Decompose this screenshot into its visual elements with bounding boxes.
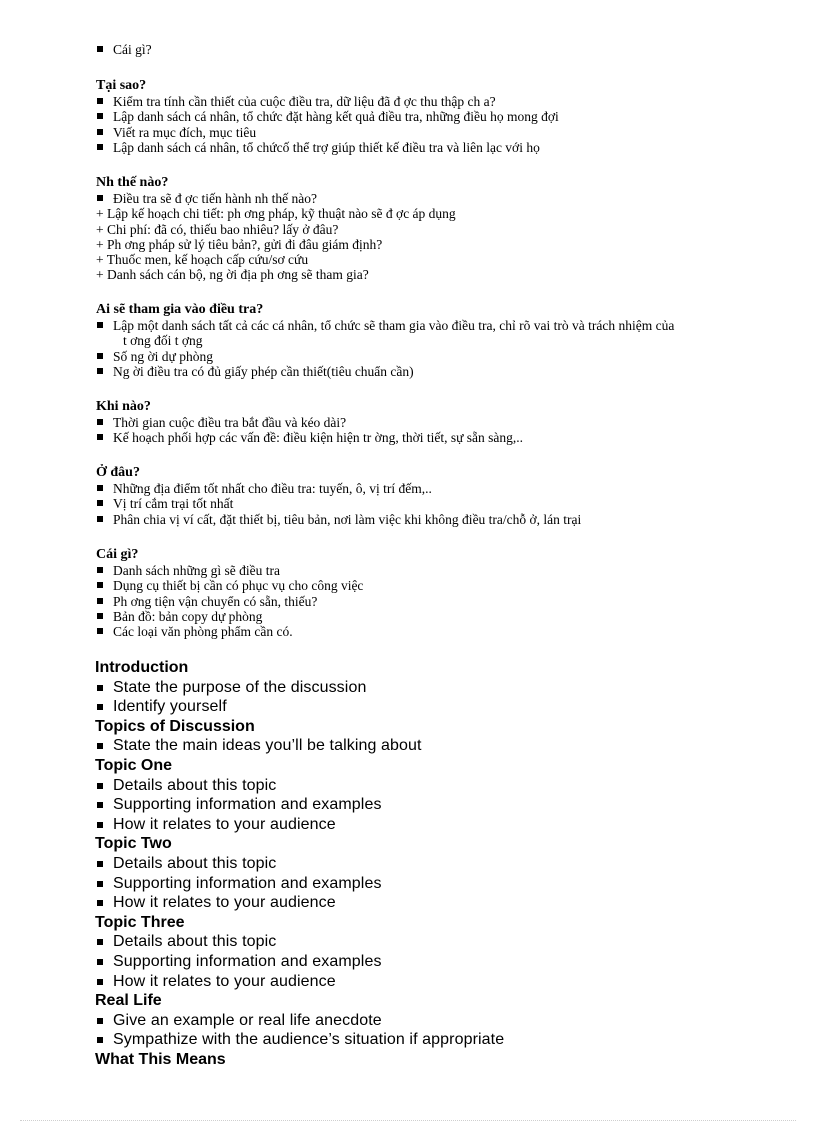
bullet-list bbox=[95, 932, 695, 991]
section-heading: Khi nào? bbox=[96, 399, 151, 414]
list-item: Details about this topic bbox=[95, 854, 695, 874]
list-item: Bản đồ: bản copy dự phòng bbox=[96, 609, 796, 624]
outline-heading: What This Means bbox=[95, 1050, 226, 1068]
list-item: + Chi phí: đã có, thiếu bao nhiêu? lấy ở đâu? bbox=[96, 221, 339, 237]
list-item: + Danh sách cán bộ, ng ời địa ph ơng sẽ tham gia? bbox=[96, 267, 369, 283]
bullet-list bbox=[96, 563, 796, 639]
section-where bbox=[96, 465, 796, 527]
list-item: State the main ideas you’ll be talking about bbox=[95, 736, 695, 756]
list-item: Vị trí cắm trại tốt nhất bbox=[96, 496, 796, 511]
list-item: Kiểm tra tính cần thiết của cuộc điều tra, dữ liệu đã đ ợc thu thập ch a? bbox=[96, 94, 796, 109]
list-item: Supporting information and examples bbox=[95, 795, 695, 815]
outline-heading: Topics of Discussion bbox=[95, 717, 255, 735]
outline-heading: Real Life bbox=[95, 992, 162, 1010]
outline-heading: Topic One bbox=[95, 756, 173, 774]
outline-heading: Topic Three bbox=[95, 913, 185, 931]
bullet-list bbox=[96, 191, 796, 283]
bullet-list bbox=[96, 481, 796, 527]
top-list bbox=[96, 42, 796, 57]
list-item: Identify yourself bbox=[95, 697, 695, 717]
list-item: Cái gì? bbox=[96, 42, 796, 57]
list-item: Ng ời điều tra có đủ giấy phép cần thiết(tiêu chuẩn cần) bbox=[96, 364, 796, 379]
list-item: How it relates to your audience bbox=[95, 815, 695, 835]
list-item-text: Lập một danh sách tất cả các cá nhân, tổ chức sẽ tham gia vào điều tra, chỉ rõ vai trò và trách nhiệm của bbox=[113, 318, 675, 333]
bullet-list bbox=[95, 776, 695, 835]
list-item: Phân chia vị ví cất, đặt thiết bị, tiêu bản, nơi làm việc khi không điều tra/chỗ ở, lán trại bbox=[96, 512, 796, 527]
outline-heading: Topic Two bbox=[95, 835, 172, 853]
bullet-list bbox=[96, 318, 796, 379]
page-bottom-divider bbox=[20, 1120, 796, 1121]
list-item: Ph ơng tiện vận chuyển có sẵn, thiếu? bbox=[96, 594, 796, 609]
list-item: Dụng cụ thiết bị cần có phục vụ cho công việc bbox=[96, 578, 796, 593]
section-heading: Cái gì? bbox=[96, 547, 139, 562]
list-item: Supporting information and examples bbox=[95, 952, 695, 972]
list-item: Thời gian cuộc điều tra bắt đầu và kéo dài? bbox=[96, 415, 796, 430]
bullet-list bbox=[96, 415, 796, 446]
list-item: Số ng ời dự phòng bbox=[96, 349, 796, 364]
section-heading: Tại sao? bbox=[96, 78, 147, 93]
list-item: + Lập kế hoạch chi tiết: ph ơng pháp, kỹ thuật nào sẽ đ ợc áp dụng bbox=[96, 206, 456, 222]
list-item: How it relates to your audience bbox=[95, 893, 695, 913]
section-who bbox=[96, 302, 796, 379]
presentation-outline bbox=[95, 658, 695, 1069]
list-item bbox=[96, 318, 796, 349]
section-what bbox=[96, 547, 796, 639]
section-heading: Ai sẽ tham gia vào điều tra? bbox=[96, 302, 264, 317]
list-item-continuation: t ơng đối t ợng bbox=[123, 333, 203, 349]
list-item: Điều tra sẽ đ ợc tiến hành nh thế nào? bbox=[96, 191, 796, 206]
list-item: Details about this topic bbox=[95, 776, 695, 796]
bullet-list bbox=[95, 736, 695, 756]
list-item: Details about this topic bbox=[95, 932, 695, 952]
list-item: How it relates to your audience bbox=[95, 972, 695, 992]
list-item: Give an example or real life anecdote bbox=[95, 1011, 695, 1031]
list-item: Danh sách những gì sẽ điều tra bbox=[96, 563, 796, 578]
list-item: + Thuốc men, kế hoạch cấp cứu/sơ cứu bbox=[96, 252, 309, 268]
bullet-list bbox=[95, 678, 695, 717]
list-item: Lập danh sách cá nhân, tổ chứcố thể trợ giúp thiết kế điều tra và liên lạc với họ bbox=[96, 140, 796, 155]
list-item: State the purpose of the discussion bbox=[95, 678, 695, 698]
outline-heading: Introduction bbox=[95, 659, 189, 676]
list-item: Lập danh sách cá nhân, tổ chức đặt hàng kết quả điều tra, những điều họ mong đợi bbox=[96, 109, 796, 124]
list-item: Các loại văn phòng phẩm cần có. bbox=[96, 624, 796, 639]
list-item: Sympathize with the audience’s situation if appropriate bbox=[95, 1030, 695, 1050]
section-how bbox=[96, 175, 796, 283]
section-when bbox=[96, 399, 796, 446]
list-item: Viết ra mục đích, mục tiêu bbox=[96, 125, 796, 140]
list-item: + Ph ơng pháp sử lý tiêu bản?, gửi đi đâu giám định? bbox=[96, 236, 383, 252]
bullet-list bbox=[96, 94, 796, 155]
section-heading: Ở đâu? bbox=[96, 465, 140, 480]
list-item: Kế hoạch phối hợp các vấn đề: điều kiện hiện tr ờng, thời tiết, sự sẵn sàng,.. bbox=[96, 430, 796, 445]
list-item: Supporting information and examples bbox=[95, 874, 695, 894]
bullet-list bbox=[95, 854, 695, 913]
list-item: Những địa điểm tốt nhất cho điều tra: tuyến, ô, vị trí đếm,.. bbox=[96, 481, 796, 496]
section-why bbox=[96, 78, 796, 155]
section-heading: Nh thế nào? bbox=[96, 175, 169, 190]
bullet-list bbox=[95, 1011, 695, 1050]
